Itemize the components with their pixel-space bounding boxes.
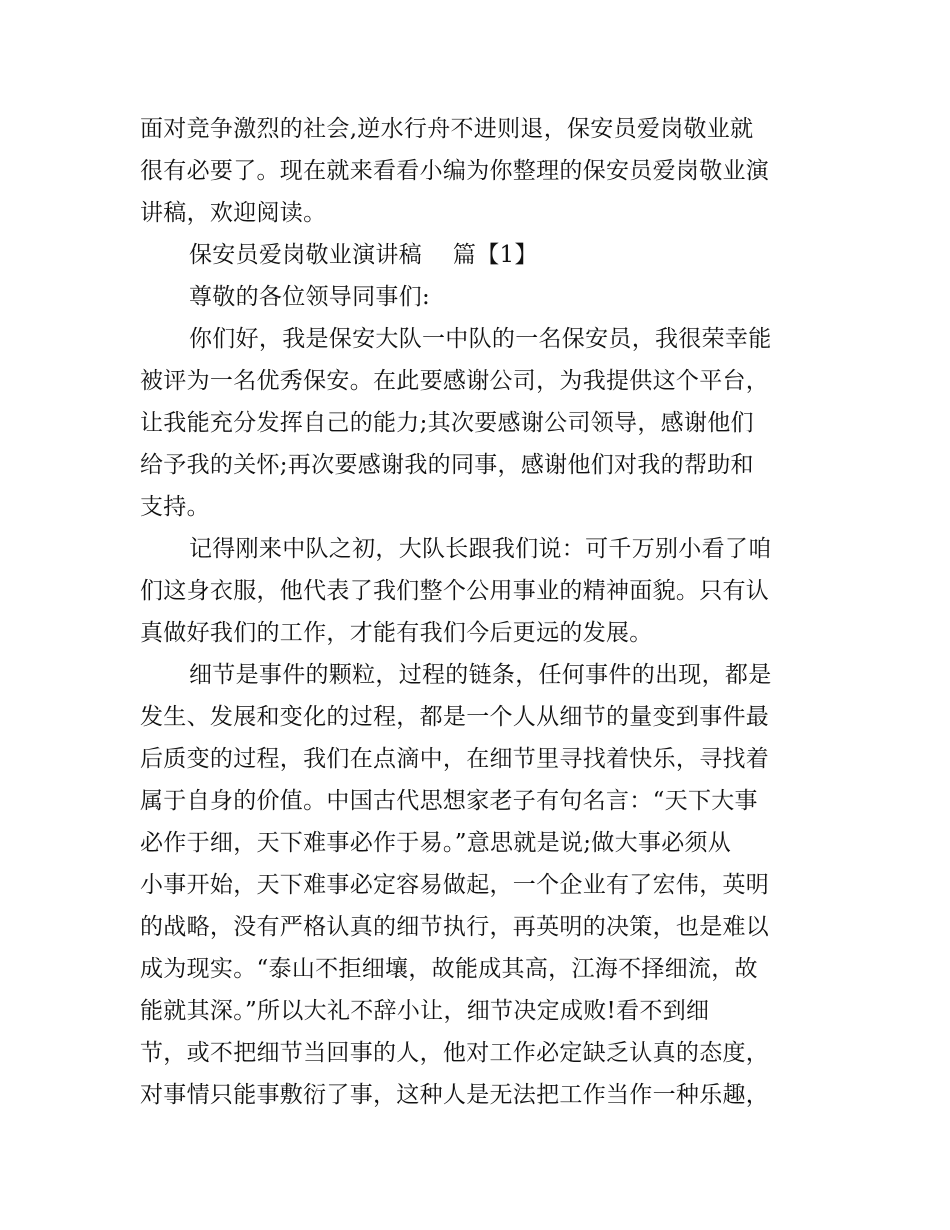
text-line: 你们好，我是保安大队一中队的一名保安员，我很荣幸能: [189, 326, 772, 352]
section-heading: 保安员爱岗敬业演讲稿 篇【1】: [189, 242, 538, 268]
document-body: [140, 108, 820, 1116]
text-line: 发生、发展和变化的过程，都是一个人从细节的量变到事件最: [140, 704, 770, 730]
text-line: 细节是事件的颗粒，过程的链条，任何事件的出现，都是: [189, 662, 772, 688]
text-line: 后质变的过程，我们在点滴中，在细节里寻找着快乐，寻找着: [140, 746, 770, 772]
text-line: 记得刚来中队之初，大队长跟我们说：可千万别小看了咱: [189, 536, 772, 562]
text-line: 必作于细，天下难事必作于易。”意思就是说;做大事必须从: [140, 830, 732, 856]
text-line: 让我能充分发挥自己的能力;其次要感谢公司领导，感谢他们: [140, 410, 754, 436]
text-line: 成为现实。“泰山不拒细壤，故能成其高，江海不择细流，故: [140, 956, 758, 982]
text-line: 支持。: [140, 494, 210, 520]
salutation: 尊敬的各位领导同事们:: [189, 284, 431, 310]
text-line: 给予我的关怀;再次要感谢我的同事，感谢他们对我的帮助和: [140, 452, 754, 478]
text-line: 真做好我们的工作，才能有我们今后更远的发展。: [140, 620, 653, 646]
text-line: 的战略，没有严格认真的细节执行，再英明的决策，也是难以: [140, 914, 770, 940]
text-line: 很有必要了。现在就来看看小编为你整理的保安员爱岗敬业演: [140, 158, 770, 184]
text-line: 小事开始，天下难事必定容易做起，一个企业有了宏伟，英明: [140, 872, 770, 898]
text-line: 节，或不把细节当回事的人，他对工作必定缺乏认真的态度，: [140, 1040, 770, 1066]
text-line: 属于自身的价值。中国古代思想家老子有句名言：“天下大事: [140, 788, 758, 814]
text-line: 面对竞争激烈的社会,逆水行舟不进则退，保安员爱岗敬业就: [140, 116, 754, 142]
text-line: 被评为一名优秀保安。在此要感谢公司，为我提供这个平台，: [140, 368, 770, 394]
text-line: 对事情只能事敷衍了事，这种人是无法把工作当作一种乐趣，: [140, 1082, 770, 1108]
text-line: 能就其深。”所以大礼不辞小让，细节决定成败!看不到细: [140, 998, 710, 1024]
text-line: 讲稿，欢迎阅读。: [140, 200, 327, 226]
text-line: 们这身衣服，他代表了我们整个公用事业的精神面貌。只有认: [140, 578, 770, 604]
